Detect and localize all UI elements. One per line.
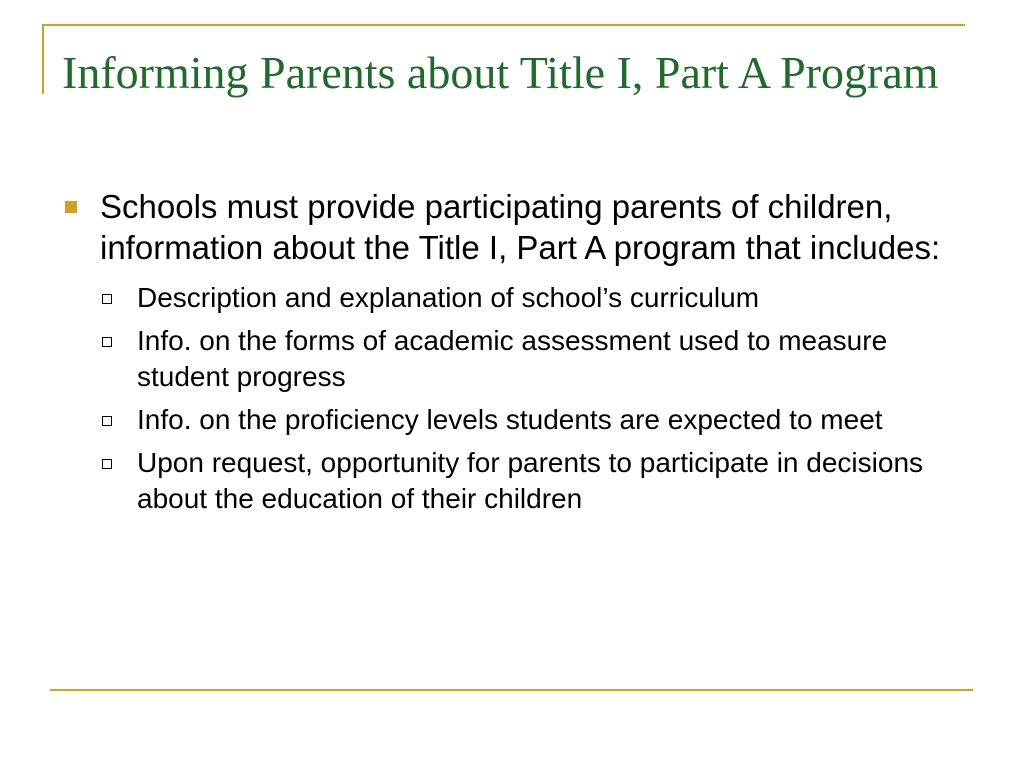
main-bullet-item: [62, 186, 982, 268]
sub-bullet-text: Description and explanation of school’s curriculum: [137, 282, 760, 313]
slide-body: [62, 186, 982, 524]
sub-bullet-list: [62, 280, 982, 517]
sub-bullet-text: Upon request, opportunity for parents to participate in decisions about the education of their children: [137, 447, 924, 514]
sub-bullet-text: Info. on the forms of academic assessment used to measure student progress: [137, 325, 888, 392]
sub-bullet-item: [62, 280, 982, 316]
bottom-border-line: [50, 689, 973, 691]
hollow-square-bullet-icon: [102, 416, 112, 426]
sub-bullet-item: [62, 323, 982, 395]
left-border-line: [42, 24, 44, 94]
hollow-square-bullet-icon: [102, 459, 112, 469]
sub-bullet-text: Info. on the proficiency levels students are expected to meet: [137, 404, 883, 435]
main-bullet-text: Schools must provide participating parents of children, information about the Title I, Part A program that includes:: [100, 188, 941, 266]
slide-title: Informing Parents about Title I, Part A Program: [62, 47, 939, 98]
top-border-line: [42, 24, 965, 26]
hollow-square-bullet-icon: [102, 294, 112, 304]
sub-bullet-item: [62, 445, 982, 517]
sub-bullet-item: [62, 402, 982, 438]
square-bullet-icon: [65, 201, 77, 213]
hollow-square-bullet-icon: [102, 337, 112, 347]
